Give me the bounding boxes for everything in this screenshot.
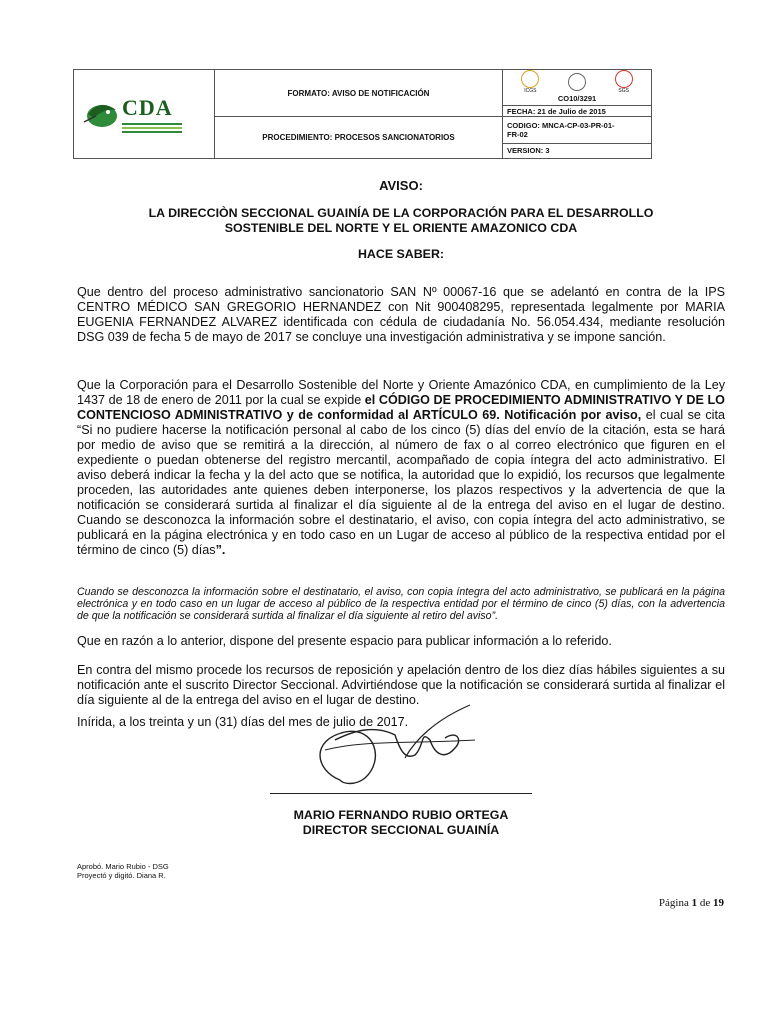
paragraph-6-date: Inírida, a los treinta y un (31) días del mes de julio de 2017. (77, 715, 409, 729)
paragraph-2: Que la Corporación para el Desarrollo Sostenible del Norte y Oriente Amazónico CDA, en cumplimiento de la Ley 1437 de 18 de enero de 2011 por la cual se expide el CÓDIGO DE PROCEDIMIENTO ADMINISTRATIVO Y DE LO CONTENCIOSO ADMINISTRATIVO y de conformidad al ARTÍCULO 69. Notificación por aviso, el cual se cita “Si no pudiere hacerse la notificación personal al cabo de los cinco (5) días del envío de la citación, esta se hará por medio de aviso que se remitirá a la dirección, al número de fax o al correo electrónico que figuren en el expediente o puedan obtenerse del registro mercantil, acompañado de copia íntegra del acto administrativo. El aviso deberá indicar la fecha y la del acto que se notifica, la autoridad que lo expidió, los recursos que legalmente proceden, las autoridades ante quienes deben interponerse, los plazos respectivos y la advertencia de que la notificación se considerará surtida al finalizar el día siguiente al de la entrega del aviso en el lugar de destino. Cuando se desconozca la información sobre el destinatario, el aviso, con copia íntegra del acto administrativo, se publicará en la página electrónica y en todo caso en un Lugar de acceso al público de la respectiva entidad por el término de cinco (5) días”. (77, 378, 725, 557)
sgs-cert-icon: SGS (615, 70, 633, 94)
proyecto-note: Proyectó y digitó. Diana R. (77, 871, 166, 880)
title-line-1: LA DIRECCIÒN SECCIONAL GUAINÍA DE LA CORPORACIÓN PARA EL DESARROLLO (148, 206, 654, 220)
procedimiento-title: PROCEDIMIENTO: PROCESOS SANCIONATORIOS (262, 133, 455, 142)
paragraph-4: Que en razón a lo anterior, dispone del presente espacio para publicar información a lo referido. (77, 634, 612, 648)
title-block (77, 206, 725, 236)
formato-title: FORMATO: AVISO DE NOTIFICACIÓN (287, 88, 430, 98)
aviso-heading: AVISO: (379, 178, 423, 193)
logo-text: CDA (122, 95, 173, 120)
cda-logo (74, 94, 214, 134)
approval-notes (77, 862, 169, 880)
formato-cell (215, 70, 503, 117)
codigo-cell (503, 117, 652, 159)
signer-role: DIRECTOR SECCIONAL GUAINÍA (302, 823, 500, 837)
cert-cell (503, 70, 652, 117)
version: VERSION: 3 (503, 143, 651, 155)
signature-block (77, 808, 725, 838)
signer-name: MARIO FERNANDO RUBIO ORTEGA (293, 808, 509, 822)
signature-line (270, 793, 532, 794)
codigo-reference: el CÓDIGO DE PROCEDIMIENTO ADMINISTRATIVO Y DE LO CONTENCIOSO ADMINISTRATIVO y de conformidad al ARTÍCULO 69. Notificación por aviso, (77, 393, 725, 422)
codigo: CODIGO: MNCA-CP-03-PR-01-FR-02 (507, 120, 615, 139)
paragraph-5: En contra del mismo procede los recursos de reposición y apelación dentro de los diez días hábiles siguientes a su notificación ante el suscrito Director Seccional. Advirtiéndose que la notificación se considerará surtida al finalizar el día siguiente al de la entrega del aviso en el lugar de destino. (77, 663, 725, 707)
title-line-2: SOSTENIBLE DEL NORTE Y EL ORIENTE AMAZONICO CDA (224, 221, 578, 235)
hummingbird-logo-icon (82, 94, 122, 134)
paragraph-3-quote: Cuando se desconozca la información sobre el destinatario, el aviso, con copia íntegra del acto administrativo, se publicará en la página electrónica y en todo caso en un lugar de acceso al público de la respectiva entidad por el término de cinco (5) días, con la advertencia de que la notificación se considerará surtida al finalizar el día siguiente al retiro del aviso”. (77, 585, 725, 623)
aprobo-note: Aprobó. Mario Rubio - DSG (77, 862, 169, 871)
icgs-cert-icon: ICGS (521, 70, 539, 94)
paragraph-1: Que dentro del proceso administrativo sancionatorio SAN Nº 00067-16 que se adelantó en contra de la IPS CENTRO MÉDICO SAN GREGORIO HERNANDEZ con Nit 900408295, representada legalmente por MARIA EUGENIA FERNANDEZ ALVAREZ identificada con cédula de ciudadanía No. 56.054.434, mediante resolución DSG 039 de fecha 5 de mayo de 2017 se concluye una investigación administrativa y se impone sanción. (77, 285, 725, 344)
handwritten-signature-icon (285, 700, 485, 795)
hace-saber-heading: HACE SABER: (357, 247, 445, 261)
iqnet-cert-icon (568, 73, 586, 91)
fecha: FECHA: 21 de Julio de 2015 (503, 105, 651, 116)
certifications (507, 70, 647, 94)
page-number: Página 1 de 19 (658, 897, 724, 909)
logo-cell (74, 70, 215, 159)
cert-code: CO10/3291 (557, 94, 597, 103)
procedimiento-cell (215, 117, 503, 159)
document-header (73, 69, 652, 159)
